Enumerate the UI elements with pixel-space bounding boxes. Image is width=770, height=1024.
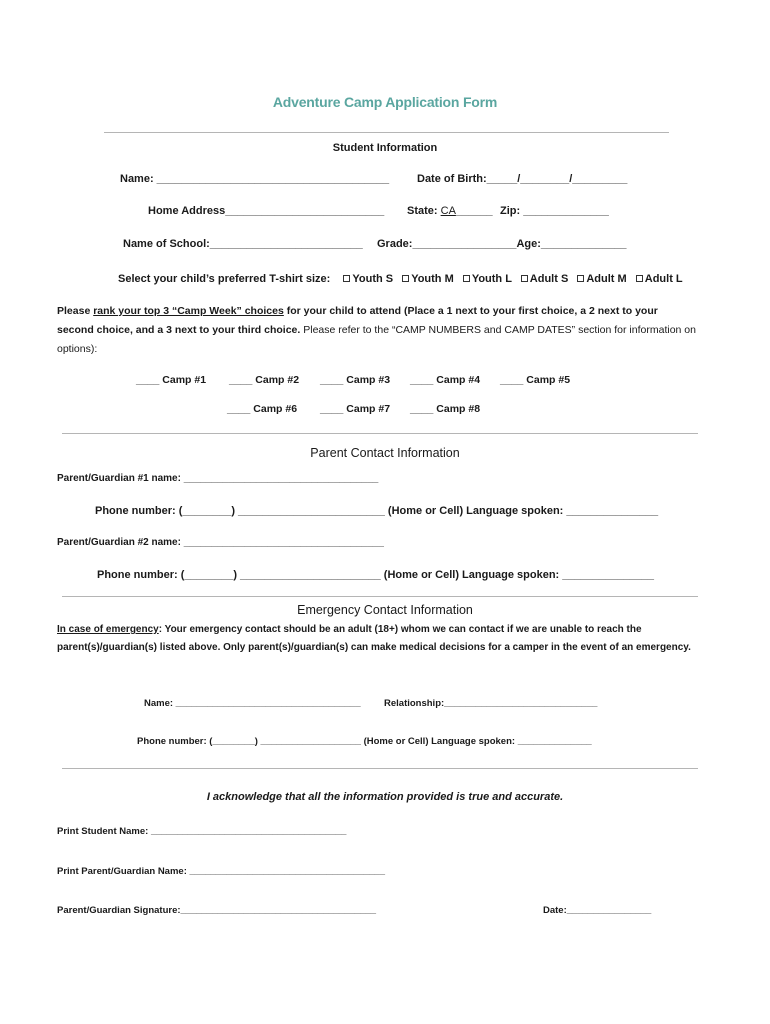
guardian2-phone-field[interactable]: Phone number: (________) _______________________ (Home or Cell) Language spoken: _______________ bbox=[97, 569, 655, 581]
state-label: State: bbox=[407, 205, 438, 217]
zip-field[interactable]: Zip: ______________ bbox=[500, 205, 609, 217]
camp-choice-1[interactable]: ____ Camp #1 bbox=[136, 374, 207, 386]
camp-choice-5[interactable]: ____ Camp #5 bbox=[500, 374, 571, 386]
home-address-field[interactable]: Home Address__________________________ bbox=[148, 205, 385, 217]
section-divider bbox=[62, 768, 698, 769]
camp-choice-6[interactable]: ____ Camp #6 bbox=[227, 403, 298, 415]
camp-week-instructions: Please rank your top 3 “Camp Week” choices for your child to attend (Place a 1 next to your first choice, a 2 next to your second choice, and a 3 next to your third choice. Please refer to the “CAMP NUMBERS and CAMP DATES” section for information on options): bbox=[57, 305, 696, 355]
tshirt-option-youth-s[interactable]: Youth S bbox=[337, 273, 393, 285]
form-title: Adventure Camp Application Form bbox=[272, 94, 498, 110]
tshirt-option-youth-l[interactable]: Youth L bbox=[457, 273, 512, 285]
print-parent-name-field[interactable]: Print Parent/Guardian Name: _____________________________________ bbox=[57, 866, 385, 877]
camp-choice-3[interactable]: ____ Camp #3 bbox=[320, 374, 391, 386]
section-divider bbox=[62, 596, 698, 597]
camp-choice-7[interactable]: ____ Camp #7 bbox=[320, 403, 391, 415]
checkbox-icon[interactable] bbox=[636, 275, 643, 282]
date-of-birth-field[interactable]: Date of Birth:_____/________/_________ bbox=[417, 173, 628, 185]
tshirt-size-label: Select your child’s preferred T-shirt size: bbox=[118, 273, 331, 285]
guardian1-phone-field[interactable]: Phone number: (________) ________________________ (Home or Cell) Language spoken: _______________ bbox=[95, 505, 659, 517]
guardian1-name-field[interactable]: Parent/Guardian #1 name: ___________________________________ bbox=[57, 473, 379, 484]
emergency-name-field[interactable]: Name: ___________________________________ bbox=[144, 698, 361, 709]
parent-contact-heading: Parent Contact Information bbox=[310, 446, 460, 460]
checkbox-icon[interactable] bbox=[463, 275, 470, 282]
tshirt-option-adult-l[interactable]: Adult L bbox=[630, 273, 683, 285]
tshirt-option-youth-m[interactable]: Youth M bbox=[396, 273, 454, 285]
grade-age-field[interactable]: Grade:_________________Age:______________ bbox=[377, 238, 627, 250]
tshirt-option-adult-s[interactable]: Adult S bbox=[515, 273, 569, 285]
emergency-phone-field[interactable]: Phone number: (________) ___________________ (Home or Cell) Language spoken: ______________ bbox=[137, 736, 592, 747]
emergency-instructions: In case of emergency: Your emergency contact should be an adult (18+) whom we can contact if we are unable to reach the parent(s)/guardian(s) listed above. Only parent(s)/guardian(s) can make medical decisions for a camper in the event of an emergency. bbox=[57, 624, 691, 653]
state-value: CA bbox=[440, 205, 456, 217]
checkbox-icon[interactable] bbox=[577, 275, 584, 282]
camp-choice-4[interactable]: ____ Camp #4 bbox=[410, 374, 481, 386]
school-name-field[interactable]: Name of School:_________________________ bbox=[123, 238, 363, 250]
student-info-heading: Student Information bbox=[332, 142, 438, 154]
checkbox-icon[interactable] bbox=[521, 275, 528, 282]
emergency-contact-heading: Emergency Contact Information bbox=[297, 603, 473, 617]
state-field[interactable] bbox=[407, 205, 493, 217]
tshirt-size-row bbox=[118, 273, 683, 285]
tshirt-option-adult-m[interactable]: Adult M bbox=[571, 273, 626, 285]
emergency-relationship-field[interactable]: Relationship:_____________________________ bbox=[384, 698, 598, 709]
student-name-field[interactable]: Name: ______________________________________ bbox=[120, 173, 390, 185]
title-divider bbox=[104, 132, 669, 133]
guardian2-name-field[interactable]: Parent/Guardian #2 name: ____________________________________ bbox=[57, 537, 384, 548]
checkbox-icon[interactable] bbox=[402, 275, 409, 282]
signature-date-field[interactable]: Date:________________ bbox=[543, 905, 652, 916]
acknowledgment-statement: I acknowledge that all the information provided is true and accurate. bbox=[206, 791, 564, 803]
state-blank: ______ bbox=[455, 205, 493, 217]
camp-choice-2[interactable]: ____ Camp #2 bbox=[229, 374, 300, 386]
camp-choice-8[interactable]: ____ Camp #8 bbox=[410, 403, 481, 415]
section-divider bbox=[62, 433, 698, 434]
checkbox-icon[interactable] bbox=[343, 275, 350, 282]
parent-signature-field[interactable]: Parent/Guardian Signature:_____________________________________ bbox=[57, 905, 377, 916]
print-student-name-field[interactable]: Print Student Name: _____________________________________ bbox=[57, 826, 347, 837]
